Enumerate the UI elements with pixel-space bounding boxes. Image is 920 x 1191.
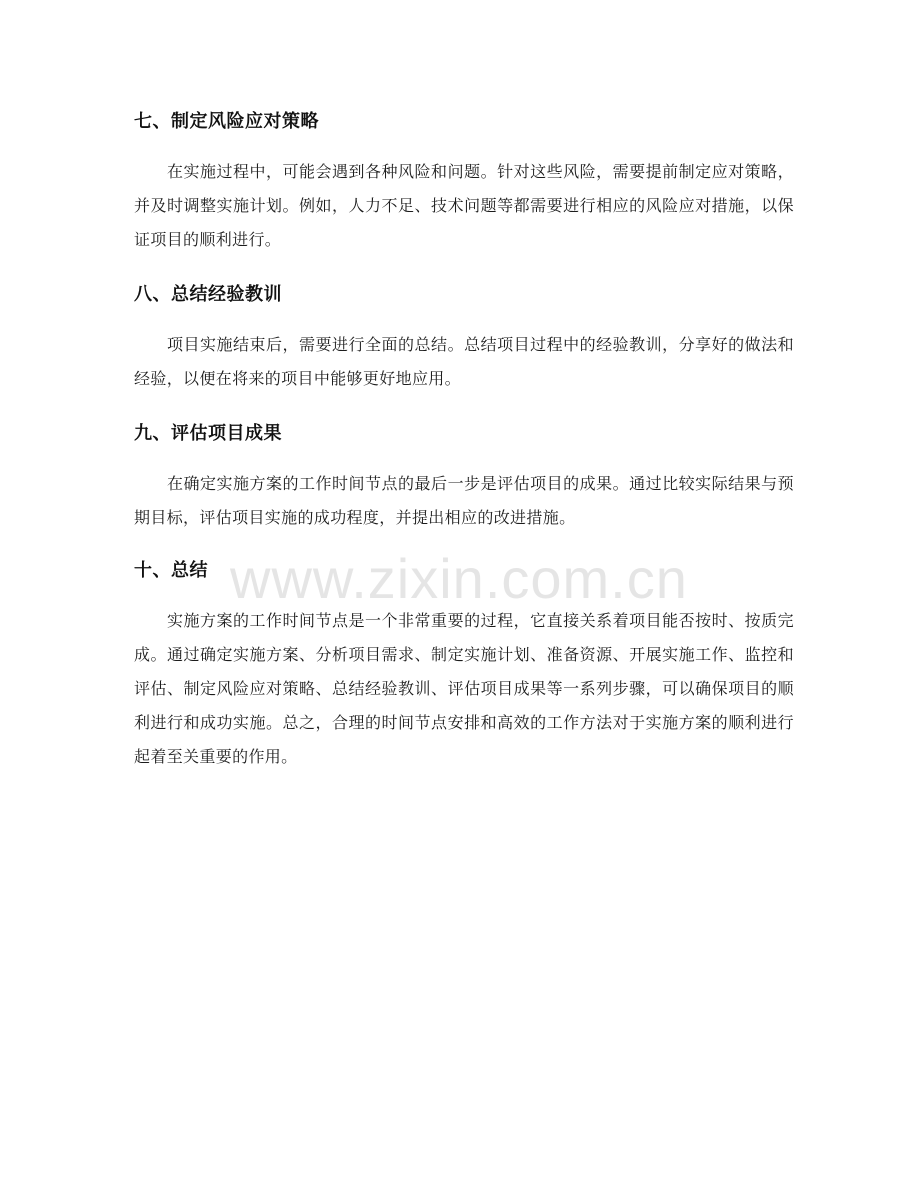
section-evaluate-results <box>134 422 794 535</box>
section-paragraph: 项目实施结束后，需要进行全面的总结。总结项目过程中的经验教训，分享好的做法和经验，以便在将来的项目中能够更好地应用。 <box>134 335 794 388</box>
section-heading: 九、评估项目成果 <box>134 423 282 444</box>
section-paragraph: 实施方案的工作时间节点是一个非常重要的过程，它直接关系着项目能否按时、按质完成。通过确定实施方案、分析项目需求、制定实施计划、准备资源、开展实施工作、监控和评估、制定风险应对策略、总结经验教训、评估项目成果等一系列步骤，可以确保项目的顺利进行和成功实施。总之，合理的时间节点安排和高效的工作方法对于实施方案的顺利进行起着至关重要的作用。 <box>134 611 794 766</box>
section-paragraph: 在确定实施方案的工作时间节点的最后一步是评估项目的成果。通过比较实际结果与预期目标，评估项目实施的成功程度，并提出相应的改进措施。 <box>134 474 794 527</box>
section-heading: 七、制定风险应对策略 <box>134 111 319 132</box>
section-lessons-learned <box>134 283 794 396</box>
section-heading: 八、总结经验教训 <box>134 284 282 305</box>
watermark: www.zixin.com.cn <box>230 547 688 610</box>
section-heading: 十、总结 <box>134 560 208 581</box>
section-summary <box>134 559 794 774</box>
section-risk-strategy <box>134 110 794 257</box>
section-paragraph: 在实施过程中，可能会遇到各种风险和问题。针对这些风险，需要提前制定应对策略，并及时调整实施计划。例如，人力不足、技术问题等都需要进行相应的风险应对措施，以保证项目的顺利进行。 <box>134 162 794 249</box>
